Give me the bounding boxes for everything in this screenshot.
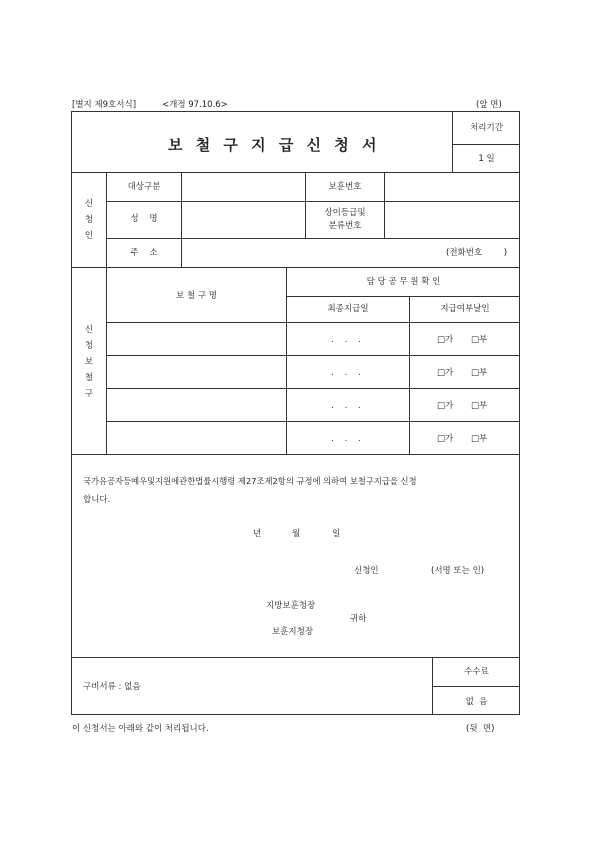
date-year-label: 년 <box>253 529 262 539</box>
divider <box>71 657 520 658</box>
category-field[interactable] <box>182 173 305 201</box>
officer-confirmation-header: 담 당 공 무 원 확 인 <box>366 277 441 287</box>
divider <box>452 144 520 145</box>
divider <box>287 296 520 297</box>
page-side-front: (앞 면) <box>476 100 502 110</box>
page-side-back: (뒷 면) <box>466 724 495 734</box>
recipient-regional-office: 지방보훈청장 <box>266 601 316 611</box>
prosthesis-name-field[interactable] <box>108 390 285 420</box>
recipient-branch-office: 보훈지청장 <box>272 627 314 637</box>
name-label: 성 명 <box>130 214 158 224</box>
processing-period-label: 처리기간 <box>470 123 503 133</box>
reject-checkbox[interactable]: □부 <box>471 368 488 378</box>
address-label: 주 소 <box>130 248 158 258</box>
veteran-number-field[interactable] <box>385 173 519 201</box>
approve-checkbox[interactable]: □가 <box>437 335 454 345</box>
fee-value: 없 음 <box>465 697 488 707</box>
approve-checkbox[interactable]: □가 <box>437 401 454 411</box>
signature-or-seal[interactable]: (서명 또는 인) <box>431 566 485 576</box>
address-field[interactable] <box>182 239 444 267</box>
reject-checkbox[interactable]: □부 <box>471 335 488 345</box>
divider <box>433 686 520 687</box>
reject-checkbox[interactable]: □부 <box>471 434 488 444</box>
divider <box>409 296 410 454</box>
divider <box>107 322 520 323</box>
form-id: [별지 제9호서식] <box>72 100 137 110</box>
divider <box>107 388 520 389</box>
prosthesis-name-field[interactable] <box>108 357 285 387</box>
processing-period-value: 1 일 <box>478 154 495 164</box>
revision-note: <개정 97.10.6> <box>162 100 228 110</box>
date-day-label: 일 <box>332 529 341 539</box>
name-field[interactable] <box>182 202 305 238</box>
category-label: 대상구분 <box>127 182 161 192</box>
divider <box>452 111 453 173</box>
applicant-signature-label: 신청인 <box>354 566 379 576</box>
last-payment-date[interactable]: . . . <box>331 335 365 345</box>
veteran-number-label: 보훈번호 <box>328 182 362 192</box>
date-month-label: 월 <box>292 529 301 539</box>
processing-note: 이 신청서는 아래와 같이 처리됩니다. <box>72 724 209 734</box>
divider <box>71 454 520 455</box>
fee-label: 수수료 <box>464 667 489 677</box>
last-payment-date[interactable]: . . . <box>331 368 365 378</box>
prosthesis-section-label: 신 청 보 철 구 <box>84 325 94 399</box>
applicant-section-label: 신 청 인 <box>84 199 94 241</box>
payment-eligibility-header: 지급여부날인 <box>440 304 490 314</box>
last-payment-date-header: 최종지급일 <box>327 304 369 314</box>
approve-checkbox[interactable]: □가 <box>437 434 454 444</box>
phone-number-label: (전화번호 ) <box>446 248 508 258</box>
form-title: 보 철 구 지 급 신 청 서 <box>168 136 381 154</box>
last-payment-date[interactable]: . . . <box>331 401 365 411</box>
divider <box>107 355 520 356</box>
required-documents: 구비서류 : 없음 <box>83 682 141 692</box>
last-payment-date[interactable]: . . . <box>331 434 365 444</box>
divider <box>107 421 520 422</box>
declaration-text-end: 합니다. <box>83 495 111 505</box>
injury-grade-field[interactable] <box>385 202 519 238</box>
approve-checkbox[interactable]: □가 <box>437 368 454 378</box>
recipient-honorific: 귀하 <box>350 614 367 624</box>
prosthesis-name-field[interactable] <box>108 423 285 453</box>
reject-checkbox[interactable]: □부 <box>471 401 488 411</box>
declaration-text: 국가유공자등예우및지원에관한법률시행령 제27조제2항의 규정에 의하여 보철구지급을 신청 <box>83 476 417 486</box>
divider <box>71 267 520 268</box>
prosthesis-name-field[interactable] <box>108 324 285 354</box>
injury-grade-label: 상이등급및 <box>324 208 366 218</box>
prosthesis-name-header: 보 철 구 명 <box>176 291 217 301</box>
classification-number-label: 분류번호 <box>328 221 362 231</box>
